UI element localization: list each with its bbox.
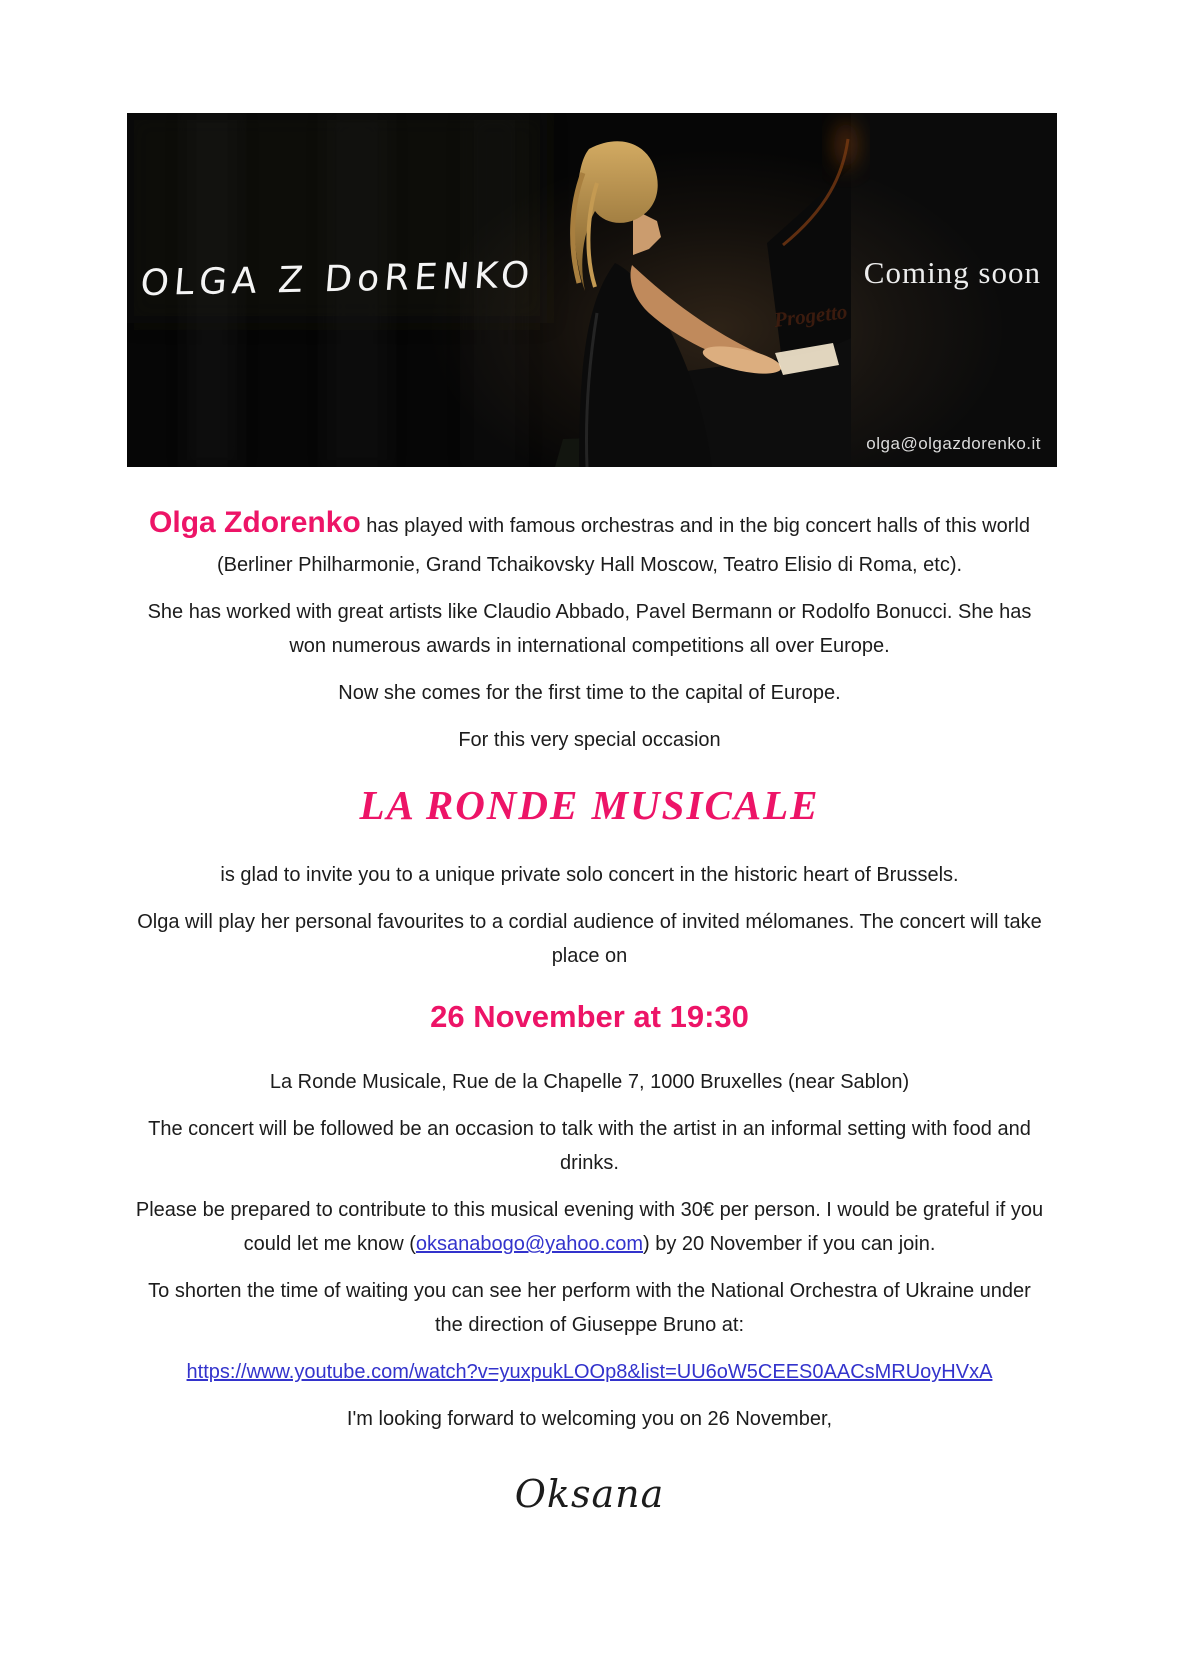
invite-paragraph: is glad to invite you to a unique private solo concert in the historic heart of Brussels. <box>220 864 959 887</box>
signature: Oksana <box>514 1472 665 1517</box>
coming-soon-label: Coming soon <box>863 255 1041 290</box>
email-link[interactable]: oksanabogo@yahoo.com <box>415 1233 644 1256</box>
occasion-paragraph: For this very special occasion <box>458 729 721 751</box>
artist-name: Olga Zdorenko <box>149 506 361 539</box>
closing-paragraph: I'm looking forward to welcoming you on 26 November, <box>346 1408 833 1431</box>
play-paragraph: Olga will play her personal favourites to a cordial audience of invited mélomanes. The concert will take place on <box>137 911 1042 968</box>
intro-paragraph <box>132 497 1048 582</box>
banner-logo: OLGA Z DoRENKO <box>138 254 536 305</box>
contribute-text-before: Please be prepared to contribute to this musical evening with 30€ per person. I would be grateful if you could let me know ( <box>135 1199 1044 1256</box>
series-title: LA RONDE MUSICALE <box>359 782 820 828</box>
youtube-link[interactable]: https://www.youtube.com/watch?v=yuxpukLOOp8&list=UU6oW5CEES0AACsMRUoyHVxA <box>186 1361 993 1384</box>
video-paragraph: To shorten the time of waiting you can see her perform with the National Orchestra of Ukraine under the direction of Giuseppe Bruno at: <box>148 1280 1031 1337</box>
now-paragraph: Now she comes for the first time to the capital of Europe. <box>338 682 841 704</box>
contribute-paragraph <box>132 1193 1048 1261</box>
worked-paragraph: She has worked with great artists like Claudio Abbado, Pavel Bermann or Rodolfo Bonucci. She has won numerous awards in international competitions all over Europe. <box>147 601 1032 657</box>
youtube-line <box>132 1355 1048 1389</box>
banner-image <box>127 113 1057 467</box>
intro-rest: has played with famous orchestras and in the big concert halls of this world (Berliner Philharmonie, Grand Tchaikovsky Hall Moscow, Teatro Elisio di Roma, etc). <box>216 515 1030 576</box>
after-concert-paragraph: The concert will be followed be an occasion to talk with the artist in an informal setting with food and drinks. <box>148 1118 1031 1175</box>
contribute-text-after: ) by 20 November if you can join. <box>643 1233 936 1256</box>
piano-brand-text: Progetto <box>772 299 849 332</box>
venue-paragraph: La Ronde Musicale, Rue de la Chapelle 7, 1000 Bruxelles (near Sablon) <box>269 1071 910 1094</box>
invitation-body <box>0 467 1179 1516</box>
banner-email: olga@olgazdorenko.it <box>866 434 1041 453</box>
date-heading: 26 November at 19:30 <box>430 999 749 1035</box>
